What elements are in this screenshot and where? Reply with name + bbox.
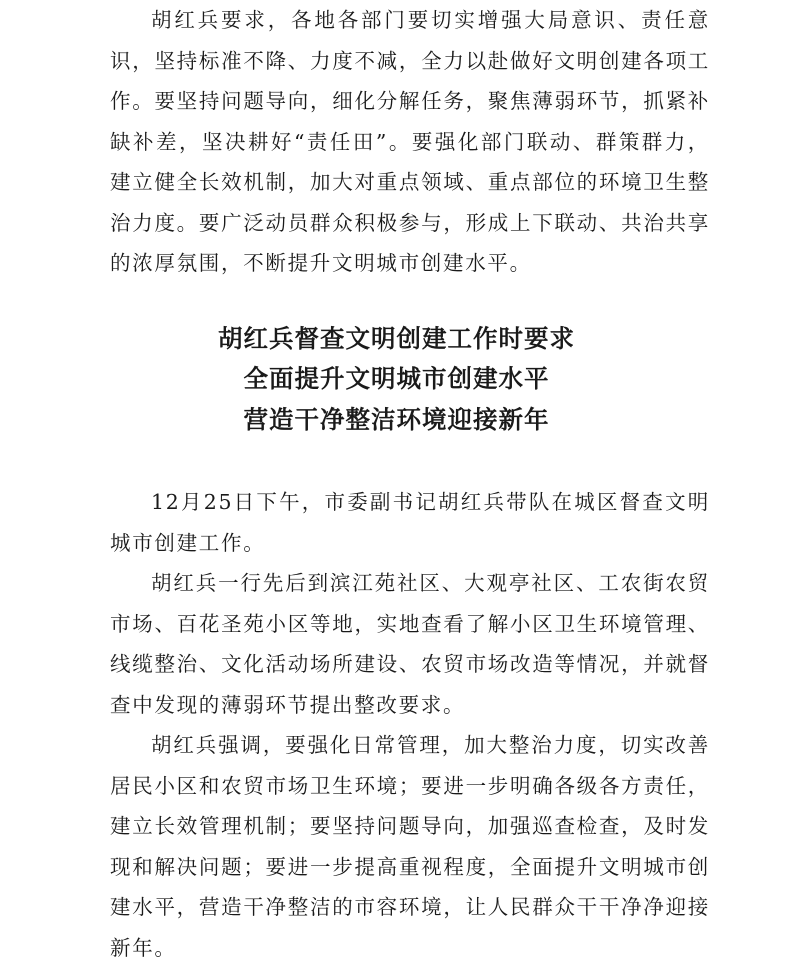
headline-line-1: 胡红兵督查文明创建工作时要求 — [218, 324, 575, 353]
article-paragraph-1: 12月25日下午，市委副书记胡红兵带队在城区督查文明城市创建工作。 — [110, 490, 710, 555]
intro-paragraph: 胡红兵要求，各地各部门要切实增强大局意识、责任意识，坚持标准不降、力度不减，全力以赴做好文明创建各项工作。要坚持问题导向，细化分解任务，聚焦薄弱环节，抓紧补缺补差，坚决耕好“责任田”。要强化部门联动、群策群力，建立健全长效机制，加大对重点领域、重点部位的环境卫生整治力度。要广泛动员群众积极参与，形成上下联动、共治共享的浓厚氛围，不断提升文明城市创建水平。 — [110, 8, 710, 275]
article-paragraph-2: 胡红兵一行先后到滨江苑社区、大观亭社区、工农街农贸市场、百花圣苑小区等地，实地查看了解小区卫生环境管理、线缆整治、文化活动场所建设、农贸市场改造等情况，并就督查中发现的薄弱环节提出整改要求。 — [110, 571, 710, 717]
headline-line-2: 全面提升文明城市创建水平 — [243, 364, 550, 393]
headline-line-3: 营造干净整洁环境迎接新年 — [243, 405, 550, 434]
article-paragraph-3: 胡红兵强调，要强化日常管理，加大整治力度，切实改善居民小区和农贸市场卫生环境；要进一步明确各级各方责任，建立长效管理机制；要坚持问题导向，加强巡查检查，及时发现和解决问题；要进一步提高重视程度，全面提升文明城市创建水平，营造干净整洁的市容环境，让人民群众干干净净迎接新年。 — [110, 733, 710, 960]
